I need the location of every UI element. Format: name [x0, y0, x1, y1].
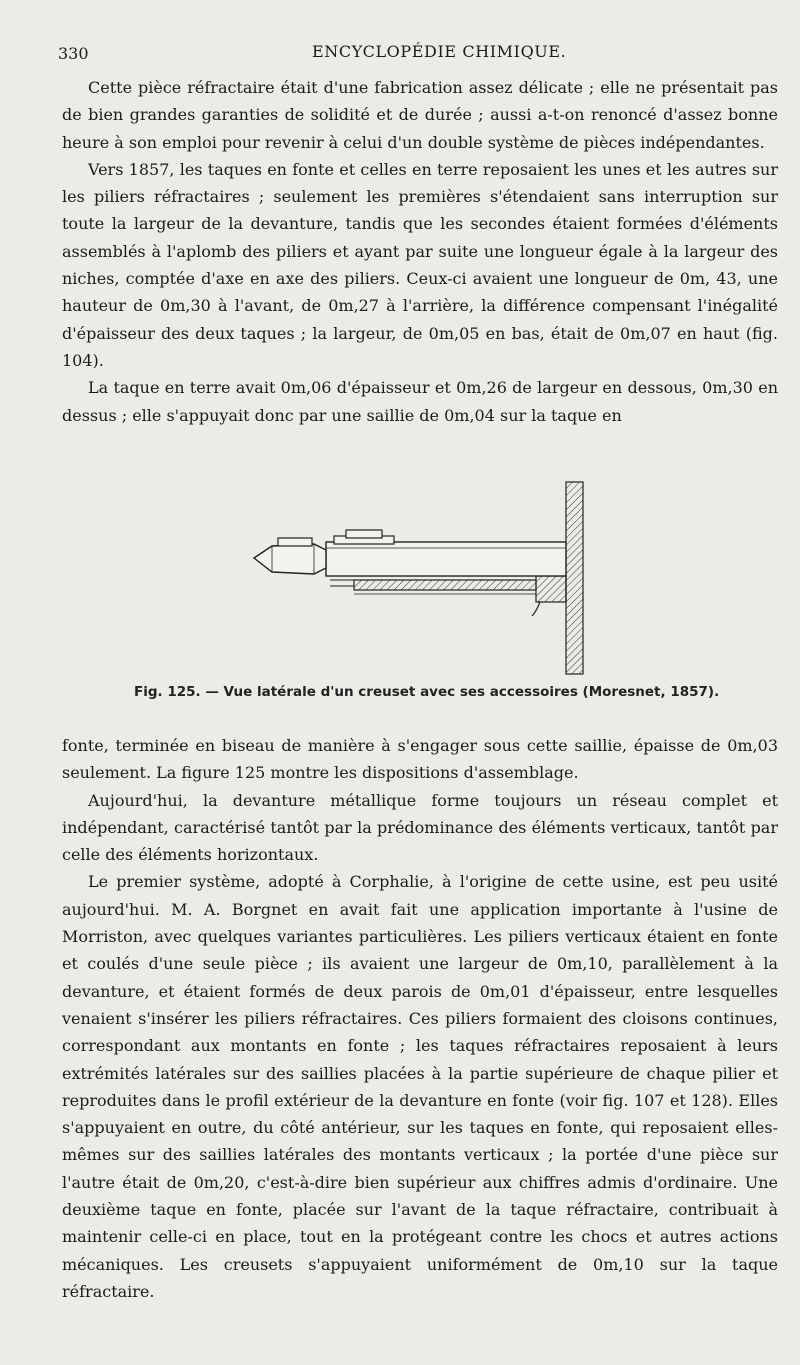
furnace-wall	[566, 482, 583, 674]
crucible-figure	[250, 472, 595, 677]
figure-caption: Fig. 125. — Vue latérale d'un creuset avec ses accessoires (Moresnet, 1857).	[134, 684, 720, 700]
paragraph: Vers 1857, les taques en fonte et celles en terre reposaient les unes et les autres sur les piliers réfractaires ; seulement les premières s'étendaient sans interruption sur toute la largeur de la devanture, tandis que les secondes étaient formées d'éléments assemblés à l'aplomb des piliers et ayant par suite une longueur égale à la largeur des niches, comptée d'axe en axe des piliers. Ceux-ci avaient une longueur de 0m, 43, une hauteur de 0m,30 à l'avant, de 0m,27 à l'arrière, la différence compensant l'inégalité d'épaisseur des deux taques ; la largeur, de 0m,05 en bas, était de 0m,07 en haut (fig. 104).	[62, 159, 778, 370]
page-header	[58, 40, 740, 66]
page-number: 330	[58, 44, 89, 63]
condenser-nozzle	[254, 538, 326, 574]
cast-iron-plate	[532, 576, 566, 616]
crucible-body	[326, 530, 566, 576]
refractory-support-plate	[330, 580, 536, 594]
paragraph: La taque en terre avait 0m,06 d'épaisseur et 0m,26 de largeur en dessous, 0m,30 en dessus ; elle s'appuyait donc par une saillie de 0m,04 sur la taque en	[62, 378, 778, 425]
paragraph: Cette pièce réfractaire était d'une fabrication assez délicate ; elle ne présentait pas de bien grandes garanties de solidité et de durée ; aussi a-t-on renoncé d'assez bonne heure à son emploi pour revenir à celui d'un double système de pièces indépendantes.	[62, 78, 778, 152]
paragraph: Aujourd'hui, la devanture métallique forme toujours un réseau complet et indépendant, caractérisé tantôt par la prédominance des éléments verticaux, tantôt par celle des éléments horizontaux.	[62, 790, 778, 865]
body-text-top	[62, 74, 778, 429]
body-text-bottom	[62, 732, 778, 1305]
paragraph: Le premier système, adopté à Corphalie, à l'origine de cette usine, est peu usité aujourd'hui. M. A. Borgnet en avait fait une application importante à l'usine de Morriston, avec quelques variantes particulières. Les piliers verticaux étaient en fonte et coulés d'une seule pièce ; ils avaient une largeur de 0m,10, parallèlement à la devanture, et étaient formés de deux parois de 0m,01 d'épaisseur, entre lesquelles venaient s'insérer les piliers réfractaires. Ces piliers formaient des cloisons continues, correspondant aux montants en fonte ; les taques réfractaires reposaient à leurs extrémités latérales sur des saillies placées à la partie supérieure de chaque pilier et reproduites dans le profil extérieur de la devanture en fonte (voir fig. 107 et 128). Elles s'appuyaient en outre, du côté antérieur, sur les taques en fonte, qui reposaient elles-mêmes sur des saillies latérales des montants verticaux ; la portée d'une pièce sur l'autre était de 0m,20, c'est-à-dire bien supérieur aux chiffres admis d'ordinaire. Une deuxième taque en fonte, placée sur l'avant de la taque réfractaire, contribuait à maintenir celle-ci en place, tout en la protégeant contre les chocs et autres actions mécaniques. Les creusets s'appuyaient uniformément de 0m,10 sur la taque réfractaire.	[62, 872, 778, 1301]
paragraph: fonte, terminée en biseau de manière à s'engager sous cette saillie, épaisse de 0m,03 seulement. La figure 125 montre les dispositions d'assemblage.	[62, 736, 778, 783]
running-title: ENCYCLOPÉDIE CHIMIQUE.	[312, 42, 567, 61]
